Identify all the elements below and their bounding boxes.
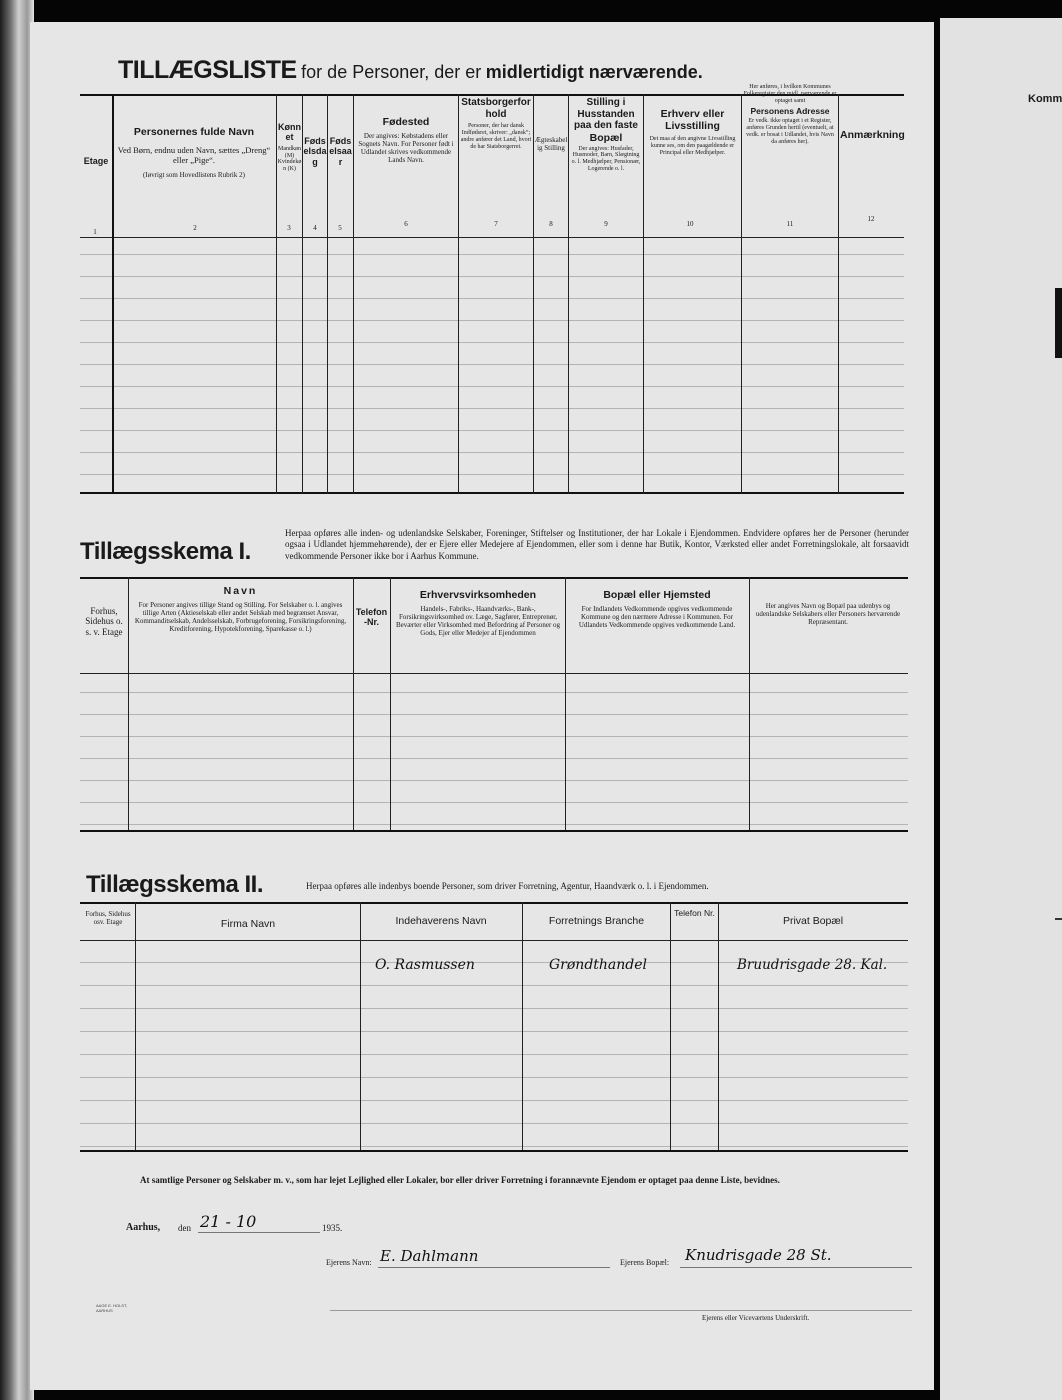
col-header-erhverv-sub: Det maa af den angivne Livsstilling kunne ses, om den paagældende er Principal eller Medhjælper.	[649, 136, 736, 156]
ruled-line	[80, 824, 908, 825]
date-value: 21 - 10	[200, 1212, 257, 1231]
den-label: den	[178, 1223, 191, 1233]
list-bottom-rule	[80, 492, 904, 494]
col-number: 5	[338, 224, 342, 232]
ruled-line	[80, 276, 904, 277]
skema2-private-address: Bruudrisgade 28. Kal.	[737, 957, 888, 973]
adjacent-page-dash	[1055, 918, 1062, 920]
col-number: 3	[287, 224, 291, 232]
skema2-col-divider	[522, 902, 523, 1150]
skema1-bottom-rule	[80, 830, 908, 832]
col-header-etage: Etage	[83, 156, 109, 166]
ruled-line	[80, 452, 904, 453]
skema1-col-bopael	[567, 589, 747, 629]
col-number: 2	[193, 224, 197, 232]
list-col-divider	[533, 94, 534, 494]
list-col-divider	[353, 94, 354, 494]
col-number: 11	[786, 220, 794, 228]
ruled-line	[80, 1008, 908, 1009]
skema1-col-bopael-title: Bopæl eller Hjemsted	[603, 589, 711, 601]
col-header-fodested-sub: Der angives: Købstadens eller Sognets Navn. For Personer født i Udlandet skrives vedkommende Lands Navn.	[358, 132, 454, 165]
col-number: 9	[604, 220, 608, 228]
col-header-name-sub: Ved Børn, endnu uden Navn, sættes „Dreng“ eller „Pige“.	[117, 145, 271, 165]
skema1-col-etage: Forhus, Sidehus o. s. v. Etage	[85, 606, 123, 637]
ruled-line	[80, 802, 908, 803]
owner-address-label: Ejerens Bopæl:	[620, 1258, 670, 1267]
book-spine-edge	[0, 0, 34, 1400]
ruled-line	[80, 342, 904, 343]
skema1-header-rule	[80, 673, 908, 674]
owner-name-value: E. Dahlmann	[380, 1247, 479, 1265]
signature-label: Ejerens eller Viceværtens Underskrift.	[702, 1314, 810, 1322]
adjacent-page-mark	[1055, 288, 1062, 358]
col-number: 7	[494, 220, 498, 228]
skema2-bottom-rule	[80, 1150, 908, 1152]
title-rest: for de Personer, der er	[301, 62, 482, 82]
skema2-col-privat-bopael: Privat Bopæl	[782, 915, 844, 927]
ruled-line	[80, 298, 904, 299]
date-underline	[198, 1232, 320, 1233]
skema2-top-rule	[80, 902, 908, 904]
col-header-fodested-title: Fødested	[382, 116, 430, 128]
col-header-fodselsdag: Fødselsdag	[303, 136, 327, 167]
col-number: 1	[93, 228, 97, 236]
col-number: 4	[313, 224, 317, 232]
col-header-fodested	[356, 116, 456, 164]
form-page	[30, 22, 934, 1390]
ruled-line	[80, 474, 904, 475]
page-title	[118, 56, 703, 85]
col-header-stilling	[570, 97, 642, 173]
ruled-line	[80, 736, 908, 737]
col-header-stilling-title: Stilling i Husstanden paa den faste	[574, 97, 638, 131]
col-header-kon-sub: Mandkøn (M) Kvindekøn (K)	[277, 145, 302, 173]
ruled-line	[80, 714, 908, 715]
skema2-col-divider	[670, 902, 671, 1150]
col-header-anmaerkning: Anmærkning	[840, 129, 905, 141]
skema2-col-etage: Forhus, Sidehus osv. Etage	[85, 910, 131, 927]
col-header-statsborger-sub: Personer, der har dansk Indfødsret, skriver: „dansk“; andre anfører det Land, hvori de har Statsborgerret.	[460, 123, 532, 150]
ruled-line	[80, 692, 908, 693]
city-label: Aarhus,	[126, 1222, 161, 1233]
col-header-adresse-title: Personens Adresse	[750, 105, 830, 116]
col-header-statsborger-title: Statsborgerforhold	[461, 97, 531, 120]
skema1-col-bopael-sub: For Indlandets Vedkommende opgives vedkommende Kommune og den nærmere Adresse i Kommunen. For Udlandets Vedkommende opgives vedkommende Land.	[578, 605, 736, 630]
ruled-line	[80, 1077, 908, 1078]
col-header-fodselsaar: Fødselsaar	[329, 136, 352, 167]
skema2-col-indehaver: Indehaverens Navn	[395, 915, 487, 927]
skema1-intro: Herpaa opføres alle inden- og udenlandske Selskaber, Foreninger, Stiftelser og Institutioner, der har Lokale i Ejendommen. Endvidere opføres her de Personer (herunder ogsaa i Udlandet hjemmehørende), der er Ejere eller Medejere af Ejendommen, eller som i denne har Butik, Kontor, Værksted eller andet Forretningslokale, alt forsaavidt vedkommende Personer ikke bor i Aarhus Kommune.	[285, 528, 909, 561]
ruled-line	[80, 985, 908, 986]
owner-address-value: Knudrisgade 28 St.	[685, 1246, 832, 1264]
col-header-erhverv	[645, 108, 740, 157]
ruled-line	[80, 430, 904, 431]
col-header-name	[114, 126, 274, 179]
skema1-col-navn-title: Navn	[223, 585, 258, 597]
ruled-line	[80, 1100, 908, 1101]
col-number: 12	[867, 215, 875, 223]
adjacent-page-fragment: Komm	[1028, 93, 1062, 105]
skema1-col-divider	[749, 577, 750, 830]
ruled-line	[80, 386, 904, 387]
ruled-line	[80, 1031, 908, 1032]
col-header-kon	[277, 122, 302, 173]
ruled-line	[80, 320, 904, 321]
list-col-divider	[458, 94, 459, 494]
skema2-branch: Grøndthandel	[549, 957, 648, 973]
skema1-col-divider	[128, 577, 129, 830]
list-col-divider	[643, 94, 644, 494]
col-header-name-title: Personernes fulde Navn	[133, 126, 255, 138]
col-header-stilling-sub: Der angives: Husfader, Husmoder, Barn, Slægtning o. l. Medhjælper, Pensionær, Logerende o. l.	[571, 145, 641, 173]
year-value: 1935.	[322, 1223, 343, 1233]
col-header-erhverv-title: Erhverv eller Livsstilling	[660, 108, 725, 133]
printer-mark: AAGE E. HOLST, AARHUS	[96, 1303, 128, 1313]
ruled-line	[80, 780, 908, 781]
col-number: 6	[404, 220, 408, 228]
col-header-stilling-bopael: Bopæl	[589, 131, 623, 144]
skema1-col-divider	[390, 577, 391, 830]
skema1-col-divider	[565, 577, 566, 830]
signature-line	[330, 1310, 912, 1311]
list-col-divider	[568, 94, 569, 494]
skema1-title: Tillægsskema I.	[80, 538, 251, 565]
ruled-line	[80, 408, 904, 409]
ruled-line	[80, 1123, 908, 1124]
list-col-divider	[741, 94, 742, 494]
skema1-col-erhverv-title: Erhvervsvirksomheden	[419, 589, 537, 601]
list-col-divider	[838, 94, 839, 494]
ruled-line	[80, 1146, 908, 1147]
title-bold: midlertidigt nærværende.	[485, 62, 703, 82]
skema2-col-branche: Forretnings Branche	[548, 915, 645, 927]
col-header-kon-title: Kønnet	[278, 122, 301, 143]
col-header-name-note: (Iøvrigt som Hovedlistens Rubrik 2)	[143, 170, 245, 179]
col-header-adresse-sub: Er vedk. ikke optaget i et Register, anføres Grunden hertil (eventuelt, at vedk. er bosat i Udlandet, hvis Navn da anføres her).	[746, 118, 834, 146]
owner-name-label: Ejerens Navn:	[326, 1258, 372, 1267]
list-header-rule	[80, 237, 904, 238]
skema1-col-erhverv	[392, 589, 564, 637]
skema2-col-divider	[135, 902, 136, 1150]
col-number: 8	[549, 220, 553, 228]
col-header-adresse-intro: Her anføres, i hvilken Kommunes Folkeregister den midl. nærværende er optaget samt	[743, 84, 837, 104]
owner-name-underline	[378, 1267, 610, 1268]
skema2-owner-name: O. Rasmussen	[375, 957, 475, 973]
skema1-col-navn-sub: For Personer angives tillige Stand og Stilling. For Selskaber o. l. angives tillige Arten (Aktieselskab eller andet Selskab med begrænset Ansvar, Kommanditselskab, Andelsselskab, Forbrugeforening, Forsikringsforening, Kreditforening, Hypotekforening, Sparekasse o. l.)	[134, 601, 347, 634]
skema1-col-erhverv-sub: Handels-, Fabriks-, Haandværks-, Bank-, Forsikringsvirksomhed ov. Læge, Sagfører, Entreprenør, Beværter eller Virksomhed med Befordring af Personer og Gods, Ejer eller Medejer af Ejendommen	[395, 605, 561, 638]
skema2-col-divider	[718, 902, 719, 1150]
col-header-aegteskab: Ægteskabelig Stilling	[534, 136, 568, 153]
skema2-intro: Herpaa opføres alle indenbys boende Personer, som driver Forretning, Agentur, Haandværk o. l. i Ejendommen.	[306, 881, 709, 891]
ruled-line	[80, 758, 908, 759]
skema1-col-navn	[130, 585, 351, 633]
skema2-col-firma: Firma Navn	[220, 918, 276, 930]
title-main: TILLÆGSLISTE	[118, 56, 297, 84]
declaration-text: At samtlige Personer og Selskaber m. v., som har lejet Lejlighed eller Lokaler, bor eller driver Forretning i forannævnte Ejendom er optaget paa denne Liste, bevidnes.	[140, 1175, 780, 1185]
ruled-line	[80, 1054, 908, 1055]
skema1-top-rule	[80, 577, 908, 579]
adjacent-page	[940, 18, 1062, 1400]
ruled-line	[80, 364, 904, 365]
col-header-adresse	[743, 84, 837, 146]
skema2-title: Tillægsskema II.	[86, 871, 263, 898]
owner-address-underline	[680, 1267, 912, 1268]
skema1-col-repraesentant: Her angives Navn og Bopæl paa udenbys og udenlandske Selskabers eller Personers herværende Repræsentant.	[755, 602, 901, 627]
skema1-col-telefon: Telefon-Nr.	[355, 607, 388, 628]
col-number: 10	[686, 220, 694, 228]
ruled-line	[80, 254, 904, 255]
skema2-header-rule	[80, 940, 908, 941]
skema2-col-divider	[360, 902, 361, 1150]
skema1-col-divider	[353, 577, 354, 830]
col-header-statsborger	[460, 97, 532, 151]
skema2-col-telefon: Telefon Nr.	[674, 908, 715, 918]
